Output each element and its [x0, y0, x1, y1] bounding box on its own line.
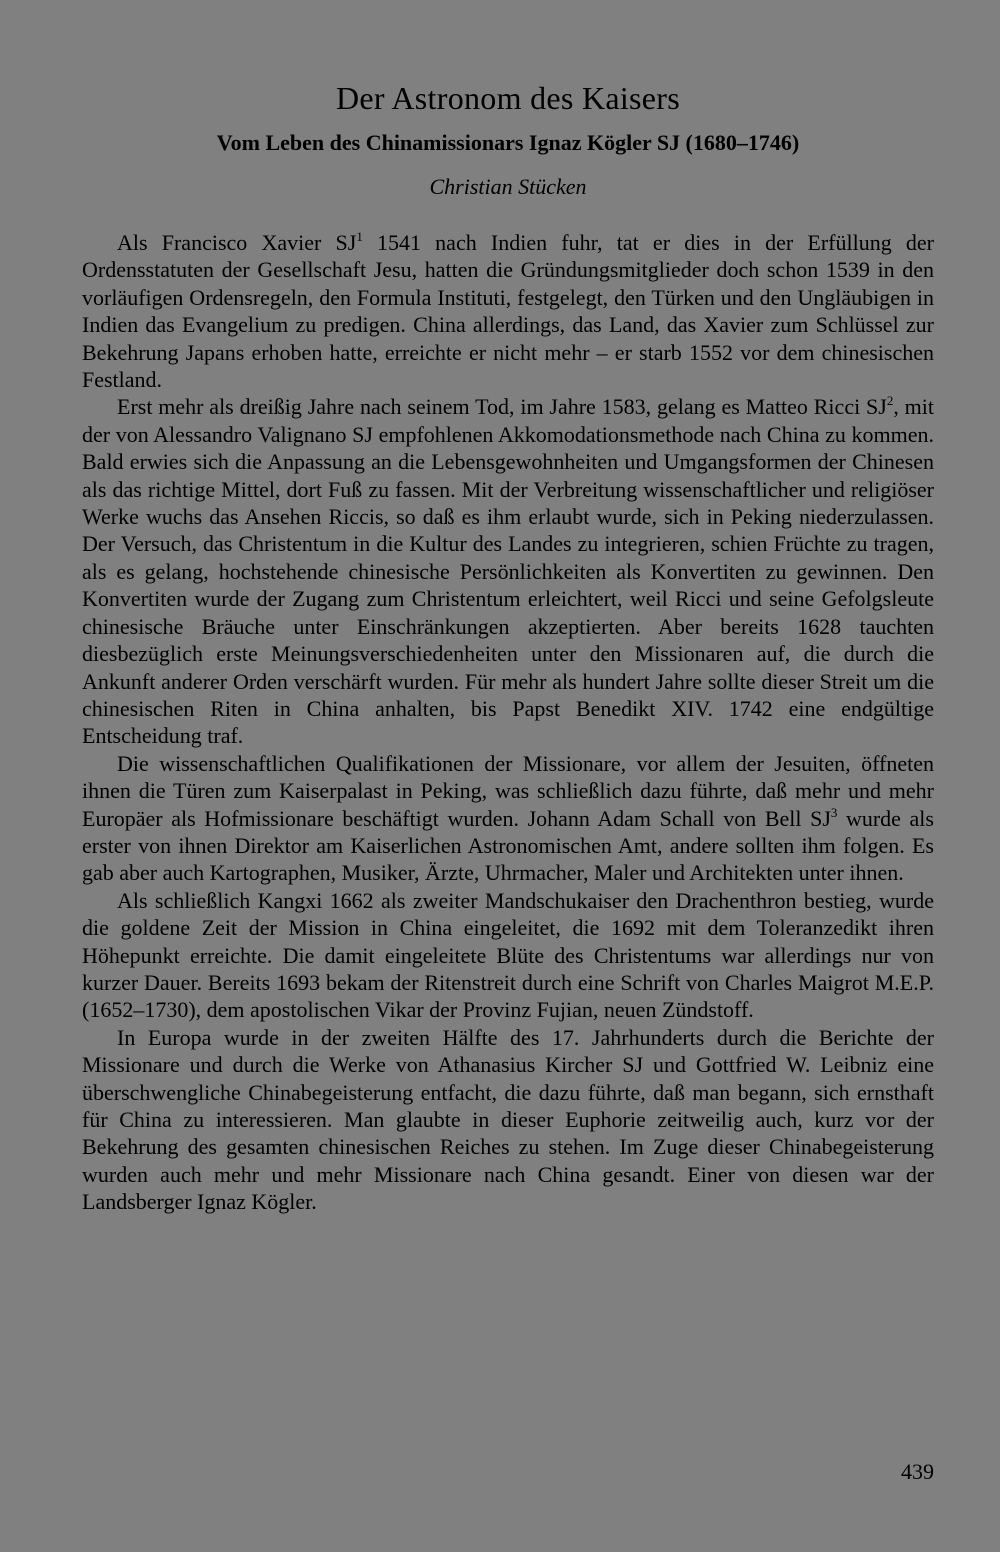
article-subtitle: Vom Leben des Chinamissionars Ignaz Kögler SJ (1680–1746): [216, 130, 800, 155]
article-title: Der Astronom des Kaisers: [335, 80, 681, 116]
paragraph-text: 1541 nach Indien fuhr, tat er dies in der Erfüllung der Ordensstatuten der Gesellschaft Jesu, hatten die Gründungsmitglieder doch schon 1539 in den vorläufigen Ordensregeln, den Formula Instituti, festgelegt, den Türken und den Ungläubigen in Indien das Evangelium zu predigen. China allerdings, das Land, das Xavier zum Schlüssel zur Bekehrung Japans erhoben hatte, erreichte er nicht mehr – er starb 1552 vor dem chinesischen Festland.: [82, 230, 934, 393]
footnote-marker: 1: [356, 229, 363, 244]
paragraph-text: Als schließlich Kangxi 1662 als zweiter Mandschukaiser den Drachenthron bestieg, wurde die goldene Zeit der Mission in China eingeleitet, die 1692 mit dem Toleranzedikt ihren Höhepunkt erreichte. Die damit eingeleitete Blüte des Christentums war allerdings nur von kurzer Dauer. Bereits 1693 bekam der Ritenstreit durch eine Schrift von Charles Maigrot M.E.P. (1652–1730), dem apostolischen Vikar der Provinz Fujian, neuen Zündstoff.: [82, 887, 934, 1023]
paragraph-text: Erst mehr als dreißig Jahre nach seinem Tod, im Jahre 1583, gelang es Matteo Ricci SJ: [117, 394, 887, 420]
paragraph-text: In Europa wurde in der zweiten Hälfte des 17. Jahrhunderts durch die Berichte der Missionare und durch die Werke von Athanasius Kircher SJ und Gottfried W. Leibniz eine überschwengliche Chinabegeisterung entfacht, die dazu führte, daß man begann, sich ernsthaft für China zu interessieren. Man glaubte in dieser Euphorie zeitweilig auch, kurz vor der Bekehrung des gesamten chinesischen Reiches zu stehen. Im Zuge dieser Chinabegeisterung wurden auch mehr und mehr Missionare nach China gesandt. Einer von diesen war der Landsberger Ignaz Kögler.: [82, 1024, 934, 1215]
footnote-marker: 3: [830, 804, 838, 820]
paragraph: [82, 229, 934, 393]
page-number: 439: [901, 1459, 934, 1484]
article-author: Christian Stücken: [429, 174, 587, 199]
footnote-marker: 2: [886, 393, 894, 409]
paragraph-text: wurde als erster von ihnen Direktor am Kaiserlichen Astronomischen Amt, andere sollten ihm folgen. Es gab aber auch Kartographen, Musiker, Ärzte, Uhrmacher, Maler und Architekten unter ihnen.: [82, 805, 934, 886]
paragraph-text: , mit der von Alessandro Valignano SJ empfohlenen Akkomodationsmethode nach China zu kommen. Bald erwies sich die Anpassung an die Lebensgewohnheiten und Umgangsformen der Chinesen als das richtige Mittel, dort Fuß zu fassen. Mit der Verbreitung wissenschaftlicher und religiöser Werke wuchs das Ansehen Riccis, so daß es ihm erlaubt wurde, sich in Peking niederzulassen. Der Versuch, das Christentum in die Kultur des Landes zu integrieren, schien Früchte zu tragen, als es gelang, hochstehende chinesische Persönlichkeiten als Konvertiten zu gewinnen. Den Konvertiten wurde der Zugang zum Christentum erleichtert, weil Ricci und seine Gefolgsleute chinesische Bräuche unter Einschränkungen akzeptierten. Aber bereits 1628 tauchten diesbezüglich erste Meinungsverschiedenheiten unter den Missionaren auf, die durch die Ankunft anderer Orden verschärft wurden. Für mehr als hundert Jahre sollte dieser Streit um die chinesischen Riten in China anhalten, bis Papst Benedikt XIV. 1742 eine endgültige Entscheidung traf.: [82, 394, 934, 749]
paragraph-text: Als Francisco Xavier SJ: [117, 230, 357, 255]
article-body: [82, 229, 934, 1216]
paragraph: [82, 750, 934, 887]
paragraph: [82, 887, 934, 1024]
paragraph: [82, 393, 934, 749]
paragraph-text: Die wissenschaftlichen Qualifikationen der Missionare, vor allem der Jesuiten, öffneten ihnen die Türen zum Kaiserpalast in Peking, was schließlich dazu führte, daß mehr und mehr Europäer als Hofmissionare beschäftigt wurden. Johann Adam Schall von Bell SJ: [82, 750, 934, 831]
paragraph: [82, 1024, 934, 1216]
